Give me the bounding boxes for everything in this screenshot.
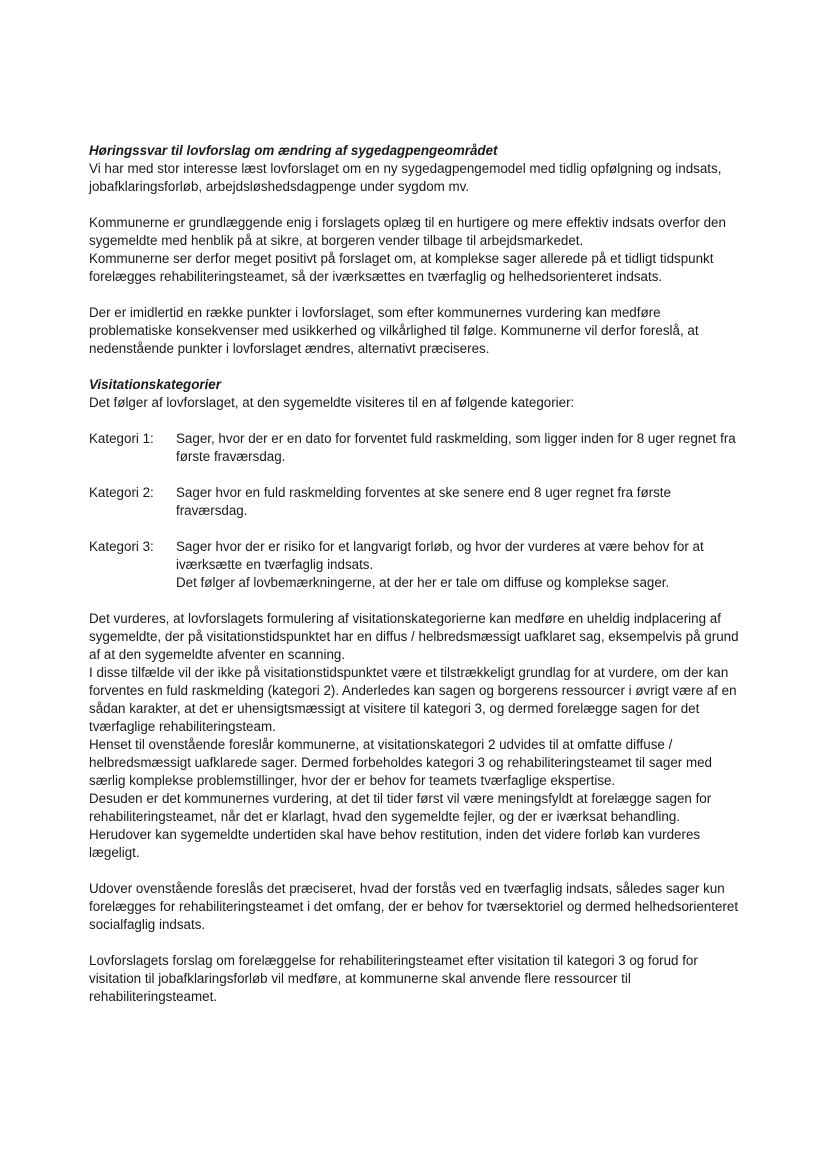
category-body	[176, 538, 739, 592]
assessment-paragraph-1: Det vurderes, at lovforslagets formulering af visitationskategorierne kan medføre en uheldig indplacering af sygemeldte, der på visitationstidspunktet har en diffus / helbredsmæssigt uafklaret sag, eksempelvis på grund af at den sygemeldte afventer en scanning.	[89, 611, 739, 662]
spacer	[89, 196, 739, 214]
category-item-3	[89, 538, 739, 592]
category-label: Kategori 1:	[89, 431, 154, 446]
spacer	[89, 592, 739, 610]
category-text: Sager hvor der er risiko for et langvarigt forløb, og hvor der vurderes at være behov for at iværksætte en tværfaglig indsats.	[176, 539, 704, 572]
specify-paragraph: Udover ovenstående foreslås det præciseret, hvad der forstås ved en tværfaglig indsats, således sager kun forelægges for rehabiliteringsteamet i det omfang, der er behov for tværsektoriel og dermed helhedsorienteret socialfaglig indsats.	[89, 881, 739, 932]
points-paragraph: Der er imidlertid en række punkter i lovforslaget, som efter kommunernes vurdering kan medføre problematiske konsekvenser med usikkerhed og vilkårlighed til følge. Kommunerne vil derfor foreslå, at nedenstående punkter i lovforslaget ændres, alternativt præciseres.	[89, 305, 699, 356]
category-label: Kategori 2:	[89, 485, 154, 500]
assessment-paragraph-2: I disse tilfælde vil der ikke på visitationstidspunktet være et tilstrækkeligt grundlag for at vurdere, om der kan forventes en fuld raskmelding (kategori 2). Anderledes kan sagen og borgerens ressourcer i øvrigt være af en sådan karakter, at det er uhensigtsmæssigt at visitere til kategori 3, og dermed forelægge sagen for det tværfaglige rehabiliteringsteam.	[89, 665, 737, 734]
document-title: Høringssvar til lovforslag om ændring af sygedagpengeområdet	[89, 143, 498, 158]
category-label: Kategori 3:	[89, 539, 154, 554]
intro-paragraph: Vi har med stor interesse læst lovforslaget om en ny sygedagpengemodel med tidlig opfølgning og indsats, jobafklaringsforløb, arbejdsløshedsdagpenge under sygdom mv.	[89, 161, 722, 194]
category-text: Sager, hvor der er en dato for forventet fuld raskmelding, som ligger inden for 8 uger regnet fra første fraværsdag.	[176, 431, 736, 464]
spacer	[89, 934, 739, 952]
resources-paragraph: Lovforslagets forslag om forelæggelse for rehabiliteringsteamet efter visitation til kategori 3 og forud for visitation til jobafklaringsforløb vil medføre, at kommunerne skal anvende flere ressourcer til rehabiliteringsteamet.	[89, 953, 698, 1004]
agree-paragraph-2: Kommunerne ser derfor meget positivt på forslaget om, at komplekse sager allerede på et tidligt tidspunkt forelægges rehabiliteringsteamet, så der iværksættes en tværfaglig og helhedsorienteret indsats.	[89, 251, 714, 284]
category-item-2	[89, 484, 739, 520]
spacer	[89, 412, 739, 430]
spacer	[89, 862, 739, 880]
assessment-paragraph-4: Desuden er det kommunernes vurdering, at det til tider først vil være meningsfyldt at forelægge sagen for rehabiliteringsteamet, når det er klarlagt, hvad den sygemeldte fejler, og der er iværksat behandling.	[89, 791, 712, 824]
spacer	[89, 466, 739, 484]
spacer	[89, 358, 739, 376]
assessment-paragraph-5: Herudover kan sygemeldte undertiden skal have behov restitution, inden det videre forløb kan vurderes lægeligt.	[89, 827, 701, 860]
category-item-1	[89, 430, 739, 466]
section-intro: Det følger af lovforslaget, at den sygemeldte visiteres til en af følgende kategorier:	[89, 395, 575, 410]
document-body	[89, 142, 739, 1006]
category-text: Sager hvor en fuld raskmelding forventes at ske senere end 8 uger regnet fra første fraværsdag.	[176, 485, 671, 518]
spacer	[89, 286, 739, 304]
spacer	[89, 520, 739, 538]
agree-paragraph-1: Kommunerne er grundlæggende enig i forslagets oplæg til en hurtigere og mere effektiv indsats overfor den sygemeldte med henblik på at sikre, at borgeren vender tilbage til arbejdsmarkedet.	[89, 215, 726, 248]
assessment-paragraph-3: Henset til ovenstående foreslår kommunerne, at visitationskategori 2 udvides til at omfatte diffuse / helbredsmæssigt uafklarede sager. Dermed forbeholdes kategori 3 og rehabiliteringsteamet til sager med særlig komplekse problemstillinger, hvor der er behov for teamets tværfaglige ekspertise.	[89, 737, 712, 788]
category-note: Det følger af lovbemærkningerne, at der her er tale om diffuse og komplekse sager.	[176, 575, 670, 590]
section-heading: Visitationskategorier	[89, 377, 221, 392]
